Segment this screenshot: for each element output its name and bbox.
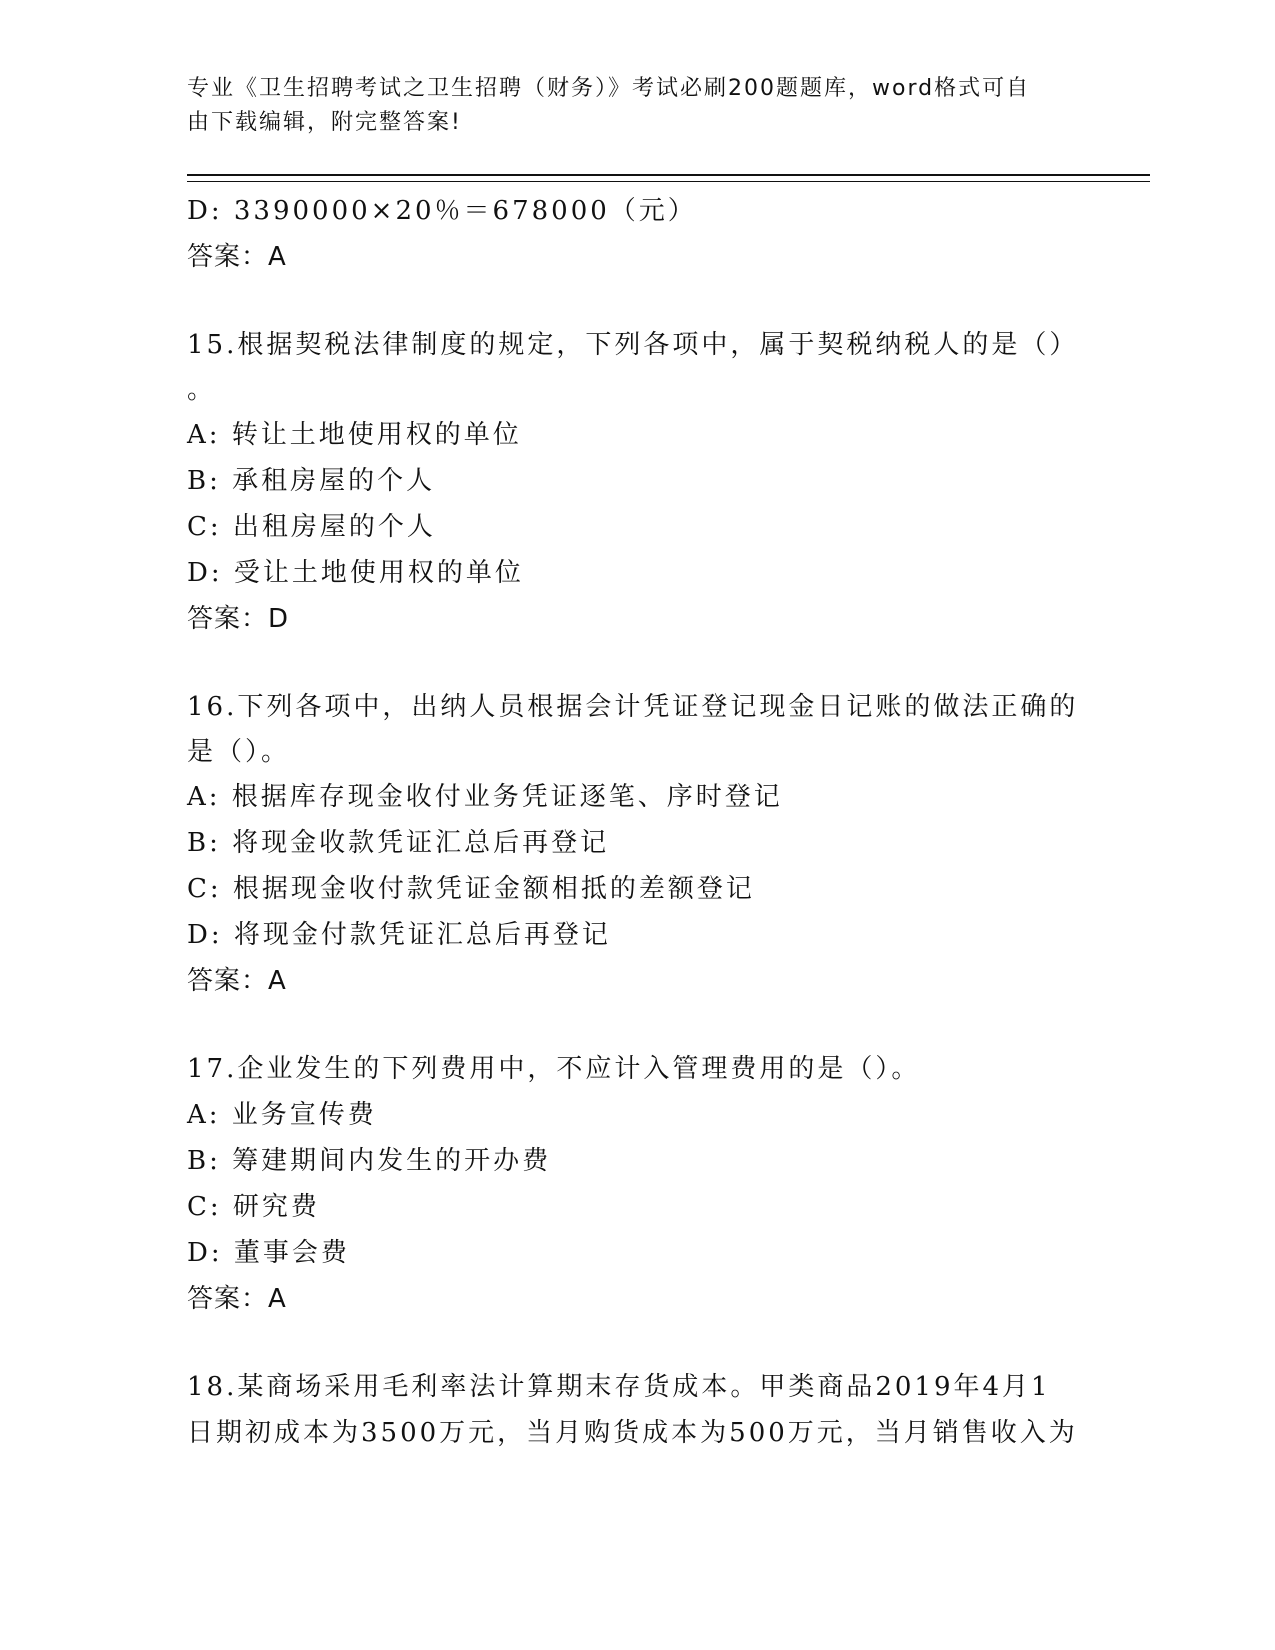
option-b: B: 将现金收款凭证汇总后再登记: [187, 828, 610, 858]
question-stem-continued: 。: [187, 375, 217, 405]
header-line-2: 由下载编辑，附完整答案!: [187, 110, 462, 135]
answer-line: 答案：A: [187, 242, 287, 272]
question-stem-continued: 日期初成本为3500万元，当月购货成本为500万元，当月销售收入为: [187, 1418, 1078, 1448]
option-d: D: 董事会费: [187, 1238, 350, 1268]
document-header: [187, 72, 1067, 140]
option-c: C: 根据现金收付款凭证金额相抵的差额登记: [187, 874, 755, 904]
question-16: [187, 684, 1087, 1004]
question-stem: 18.某商场采用毛利率法计算期末存货成本。甲类商品2019年4月1: [187, 1372, 1051, 1402]
previous-question-tail: [187, 188, 1087, 280]
question-15: [187, 322, 1087, 642]
question-stem-continued: 是（）。: [187, 737, 291, 767]
question-stem: 17.企业发生的下列费用中，不应计入管理费用的是（）。: [187, 1054, 921, 1084]
option-b: B: 筹建期间内发生的开办费: [187, 1146, 552, 1176]
question-stem: 16.下列各项中，出纳人员根据会计凭证登记现金日记账的做法正确的: [187, 692, 1079, 722]
header-divider-thin: [187, 181, 1150, 182]
header-line-1: 专业《卫生招聘考试之卫生招聘（财务）》考试必刷200题题库，word格式可自: [187, 76, 1031, 101]
answer-line: 答案：A: [187, 966, 287, 996]
option-a: A: 业务宣传费: [187, 1100, 377, 1130]
answer-line: 答案：A: [187, 1284, 287, 1314]
answer-line: 答案：D: [187, 604, 290, 634]
question-17: [187, 1046, 1087, 1322]
option-d: D: 3390000×20％＝678000（元）: [187, 196, 697, 226]
option-d: D: 受让土地使用权的单位: [187, 558, 524, 588]
option-a: A: 转让土地使用权的单位: [187, 420, 522, 450]
option-b: B: 承租房屋的个人: [187, 466, 436, 496]
question-stem: 15.根据契税法律制度的规定，下列各项中，属于契税纳税人的是（）: [187, 330, 1079, 360]
option-a: A: 根据库存现金收付业务凭证逐笔、序时登记: [187, 782, 783, 812]
document-body: [187, 188, 1087, 1456]
option-c: C: 研究费: [187, 1192, 320, 1222]
question-18: [187, 1364, 1087, 1456]
option-d: D: 将现金付款凭证汇总后再登记: [187, 920, 611, 950]
option-c: C: 出租房屋的个人: [187, 512, 436, 542]
header-divider-thick: [187, 174, 1150, 176]
